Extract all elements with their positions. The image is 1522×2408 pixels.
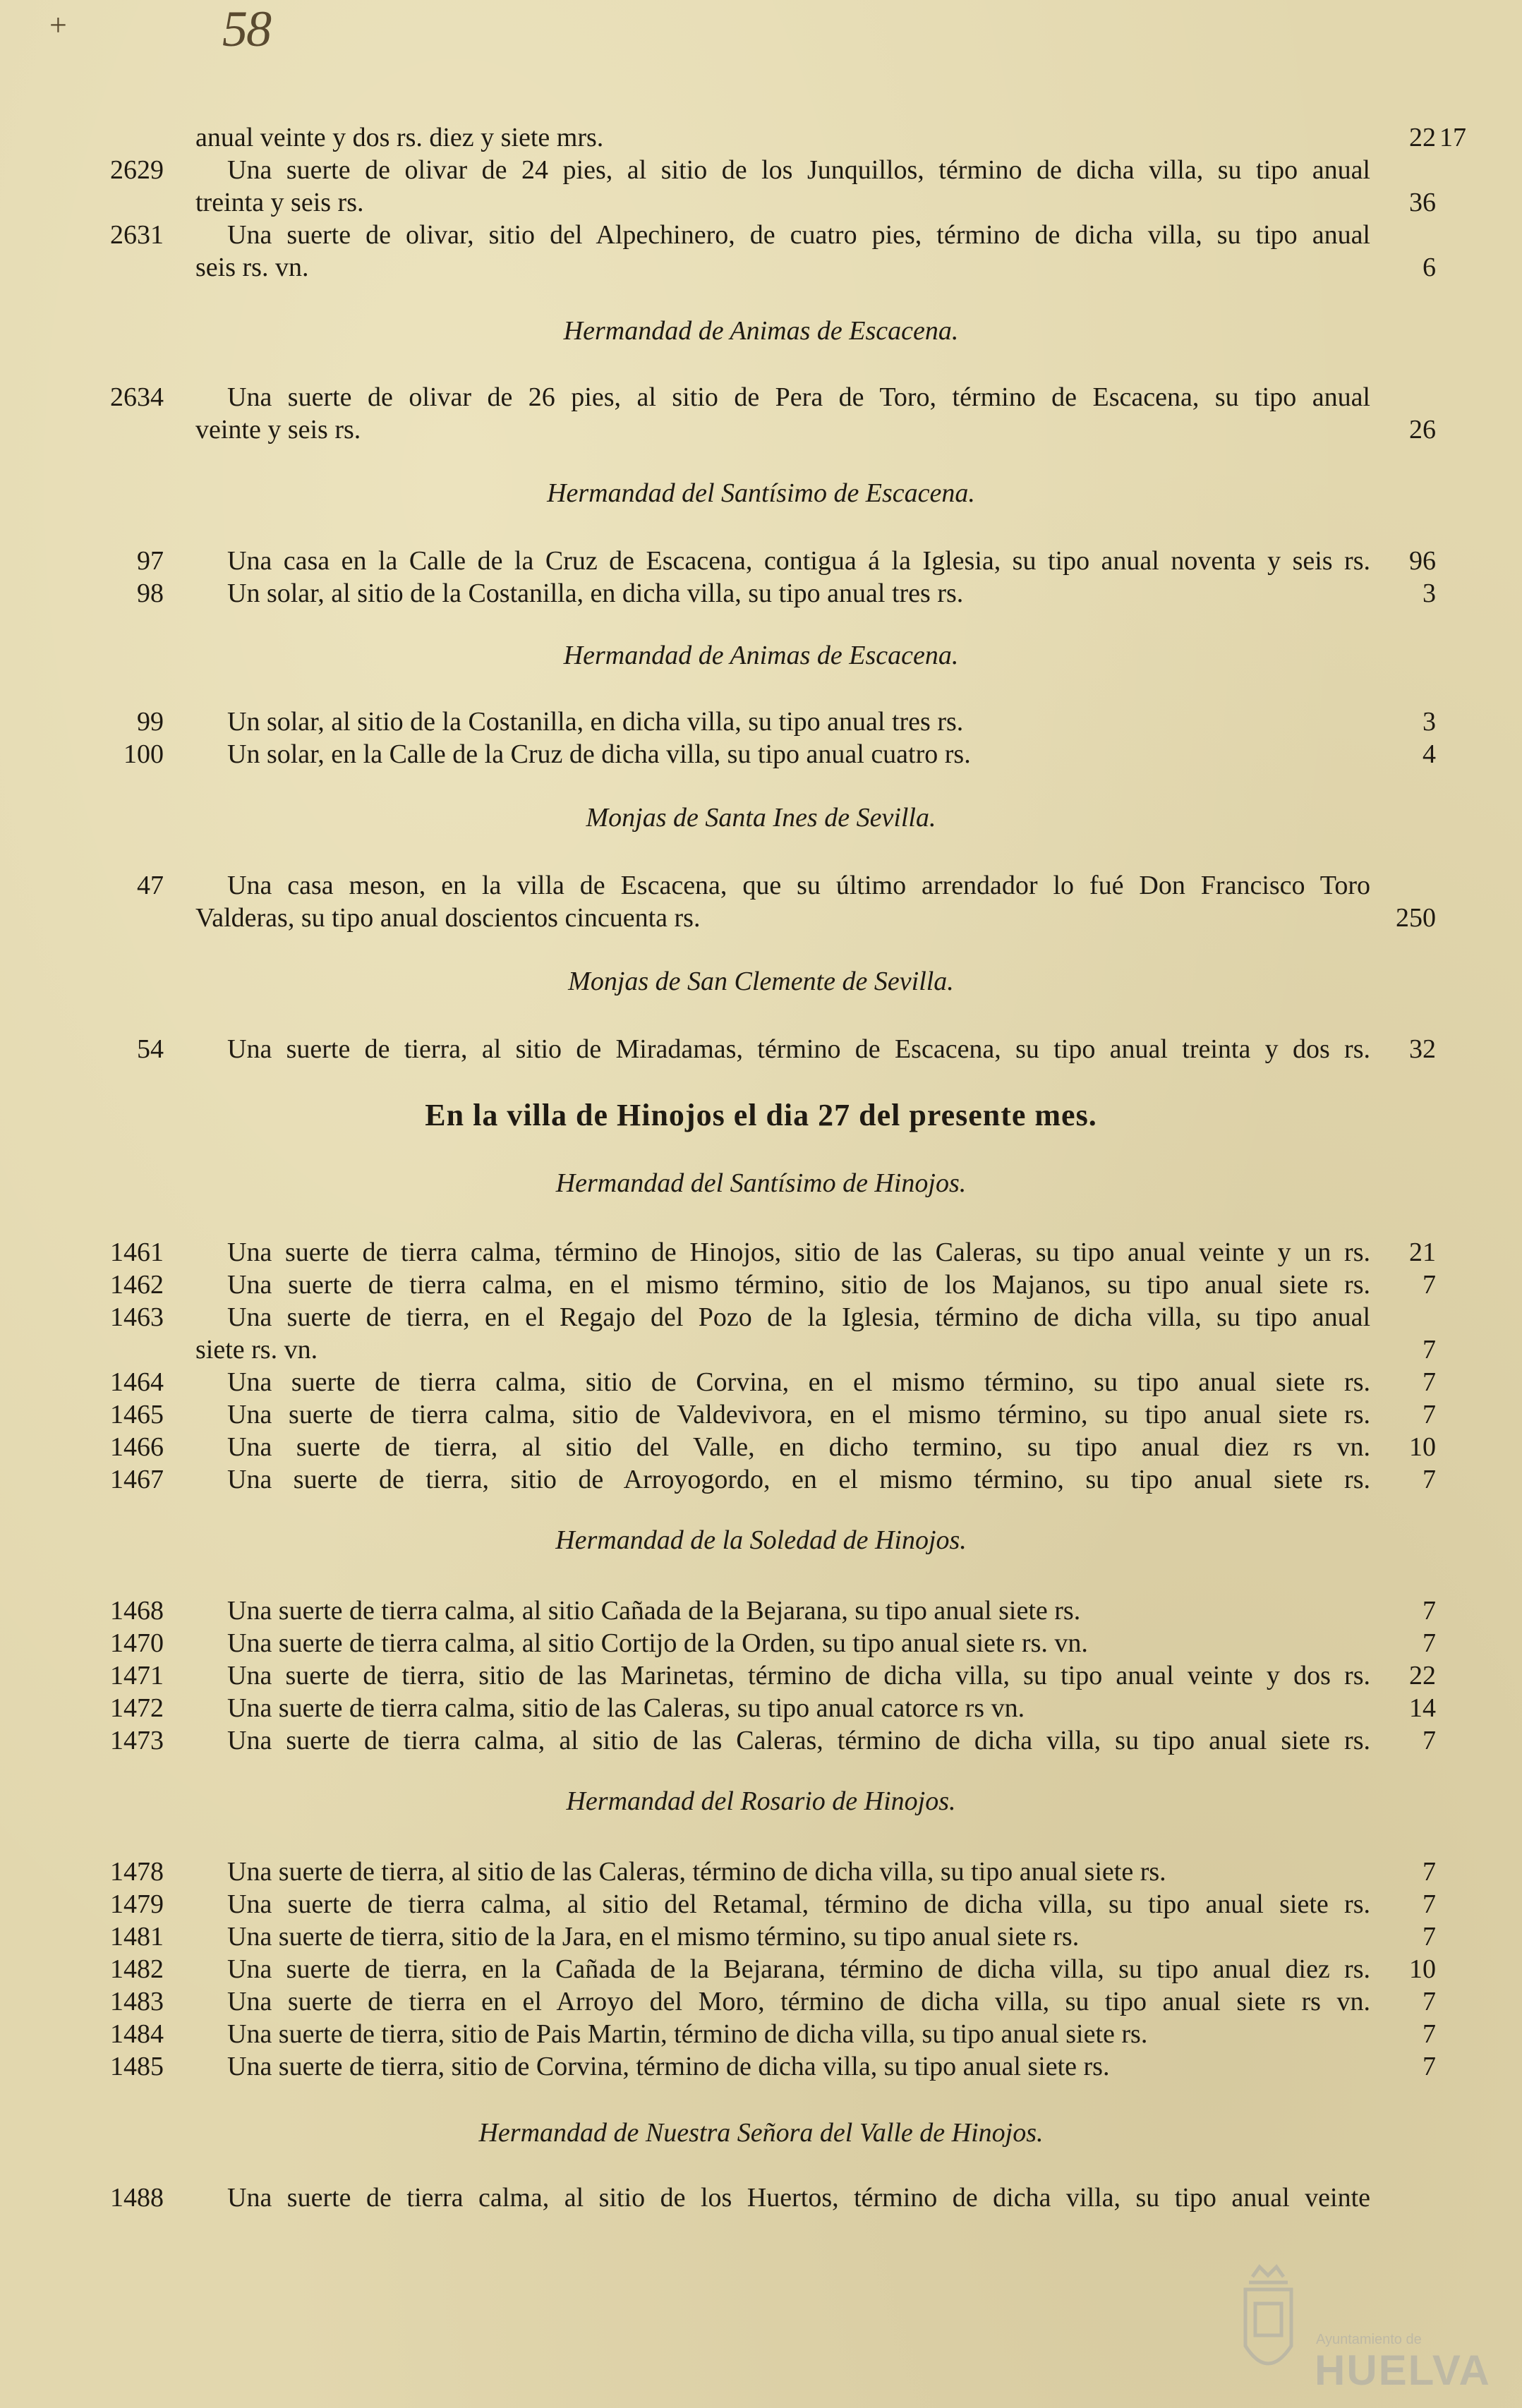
entry-number: 1483 [110, 1987, 164, 2016]
entry-description: Una suerte de tierra, en la Cañada de la Bejarana, término de dicha villa, su tipo anual diez rs. [227, 1954, 1370, 1984]
entry-number: 1468 [110, 1596, 164, 1626]
entry-amount: 7 [1423, 1628, 1436, 1658]
folio-number: 58 [222, 1, 270, 57]
entry-description: treinta y seis rs. [195, 188, 364, 217]
entry-amount: 22 [1409, 123, 1436, 152]
coat-of-arms-icon [1231, 2261, 1305, 2395]
entry-amount: 7 [1423, 1857, 1436, 1887]
entry-description: Una casa en la Calle de la Cruz de Escacena, contigua á la Iglesia, su tipo anual noventa y seis rs. [227, 546, 1370, 576]
entry-number: 1471 [110, 1661, 164, 1690]
entry-number: 2631 [110, 220, 164, 250]
entry-number: 1472 [110, 1693, 164, 1723]
entry-amount: 7 [1423, 1367, 1436, 1397]
entry-amount: 10 [1409, 1432, 1436, 1462]
entry-number: 1482 [110, 1954, 164, 1984]
entry-description: Una suerte de tierra en el Arroyo del Moro, término de dicha villa, su tipo anual siete rs vn. [227, 1987, 1370, 2016]
entry-amount: 3 [1423, 707, 1436, 737]
stamp-small-text: Ayuntamiento de [1316, 2332, 1422, 2347]
entry-amount: 21 [1409, 1238, 1436, 1267]
entry-amount: 96 [1409, 546, 1436, 576]
entry-description: Una suerte de tierra calma, sitio de Valdevivora, en el mismo término, su tipo anual siete rs. [227, 1400, 1370, 1429]
entry-number: 99 [137, 707, 164, 737]
entry-description: Una suerte de tierra, sitio de Pais Martin, término de dicha villa, su tipo anual siete rs. [227, 2019, 1148, 2049]
entry-number: 97 [137, 546, 164, 576]
section-heading: Hermandad de la Soledad de Hinojos. [555, 1525, 967, 1555]
entry-description: Una suerte de tierra, sitio de Corvina, término de dicha villa, su tipo anual siete rs. [227, 2052, 1110, 2081]
entry-number: 100 [123, 739, 164, 769]
entry-description: Una suerte de olivar de 26 pies, al sitio de Pera de Toro, término de Escacena, su tipo anual [227, 382, 1370, 412]
entry-description: Una suerte de tierra calma, término de Hinojos, sitio de las Caleras, su tipo anual veinte y un rs. [227, 1238, 1370, 1267]
entry-description: Una casa meson, en la villa de Escacena, que su último arrendador lo fué Don Francisco Toro [227, 871, 1370, 900]
entry-description: Una suerte de tierra, sitio de la Jara, en el mismo término, su tipo anual siete rs. [227, 1922, 1080, 1952]
section-heading: Hermandad de Animas de Escacena. [563, 316, 959, 346]
entry-number: 1463 [110, 1302, 164, 1332]
entry-amount: 32 [1409, 1034, 1436, 1064]
entry-number: 1470 [110, 1628, 164, 1658]
entry-amount: 7 [1423, 2019, 1436, 2049]
entry-description: Una suerte de tierra calma, al sitio de las Caleras, término de dicha villa, su tipo anual siete rs. [227, 1726, 1370, 1755]
entry-description: siete rs. vn. [195, 1335, 318, 1365]
entry-number: 2634 [110, 382, 164, 412]
entry-description: veinte y seis rs. [195, 415, 361, 444]
entry-amount: 7 [1423, 1335, 1436, 1365]
entry-description: Una suerte de tierra calma, al sitio de los Huertos, término de dicha villa, su tipo anual veinte [227, 2183, 1370, 2213]
entry-amount: 7 [1423, 1726, 1436, 1755]
section-heading: Hermandad de Nuestra Señora del Valle de Hinojos. [478, 2118, 1044, 2148]
entry-number: 1466 [110, 1432, 164, 1462]
entry-number: 1488 [110, 2183, 164, 2213]
entry-description: seis rs. vn. [195, 253, 309, 282]
entry-amount-maravedis: 17 [1439, 123, 1466, 152]
entry-amount: 26 [1409, 415, 1436, 444]
section-heading: Monjas de San Clemente de Sevilla. [568, 967, 954, 996]
entry-amount: 4 [1423, 739, 1436, 769]
corner-mark: + [49, 8, 67, 42]
entry-number: 1479 [110, 1889, 164, 1919]
archive-stamp [1231, 2261, 1491, 2395]
entry-description: Un solar, en la Calle de la Cruz de dicha villa, su tipo anual cuatro rs. [227, 739, 971, 769]
entry-number: 1464 [110, 1367, 164, 1397]
entry-number: 1485 [110, 2052, 164, 2081]
entry-amount: 7 [1423, 1889, 1436, 1919]
entry-description: Una suerte de tierra calma, al sitio Cañada de la Bejarana, su tipo anual siete rs. [227, 1596, 1081, 1626]
stamp-big-text: HUELVA [1315, 2347, 1491, 2394]
town-heading: En la villa de Hinojos el dia 27 del presente mes. [425, 1098, 1097, 1132]
entry-description: Una suerte de tierra, al sitio de las Caleras, término de dicha villa, su tipo anual siete rs. [227, 1857, 1166, 1887]
entry-number: 1481 [110, 1922, 164, 1952]
entry-number: 47 [137, 871, 164, 900]
entry-amount: 250 [1396, 903, 1436, 933]
entry-amount: 7 [1423, 1922, 1436, 1952]
entry-description: Valderas, su tipo anual doscientos cincuenta rs. [195, 903, 701, 933]
entry-description: Una suerte de tierra, al sitio de Miradamas, término de Escacena, su tipo anual treinta y dos rs. [227, 1034, 1370, 1064]
section-heading: Hermandad del Rosario de Hinojos. [566, 1786, 956, 1816]
entry-amount: 36 [1409, 188, 1436, 217]
entry-number: 54 [137, 1034, 164, 1064]
entry-number: 1462 [110, 1270, 164, 1300]
entry-amount: 7 [1423, 1465, 1436, 1494]
entry-amount: 10 [1409, 1954, 1436, 1984]
entry-description: Un solar, al sitio de la Costanilla, en dicha villa, su tipo anual tres rs. [227, 707, 964, 737]
entry-description: Una suerte de olivar, sitio del Alpechinero, de cuatro pies, término de dicha villa, su tipo anual [227, 220, 1370, 250]
entry-number: 1473 [110, 1726, 164, 1755]
entry-number: 1484 [110, 2019, 164, 2049]
entry-number: 1465 [110, 1400, 164, 1429]
entry-description: Una suerte de tierra, en el Regajo del Pozo de la Iglesia, término de dicha villa, su tipo anual [227, 1302, 1370, 1332]
entry-number: 98 [137, 579, 164, 608]
entry-description: Un solar, al sitio de la Costanilla, en dicha villa, su tipo anual tres rs. [227, 579, 964, 608]
entry-description: Una suerte de tierra calma, sitio de Corvina, en el mismo término, su tipo anual siete rs. [227, 1367, 1370, 1397]
entry-amount: 7 [1423, 1596, 1436, 1626]
section-heading: Hermandad del Santísimo de Escacena. [547, 478, 975, 508]
entry-description: Una suerte de tierra calma, al sitio del Retamal, término de dicha villa, su tipo anual siete rs. [227, 1889, 1370, 1919]
entry-amount: 3 [1423, 579, 1436, 608]
entry-amount: 7 [1423, 1987, 1436, 2016]
entry-description: Una suerte de tierra calma, al sitio Cortijo de la Orden, su tipo anual siete rs. vn. [227, 1628, 1088, 1658]
section-heading: Hermandad del Santísimo de Hinojos. [555, 1168, 967, 1198]
entry-number: 2629 [110, 155, 164, 185]
entry-description: Una suerte de tierra, sitio de Arroyogordo, en el mismo término, su tipo anual siete rs. [227, 1465, 1370, 1494]
entry-description: Una suerte de olivar de 24 pies, al sitio de los Junquillos, término de dicha villa, su tipo anual [227, 155, 1370, 185]
entry-number: 1461 [110, 1238, 164, 1267]
entry-amount: 22 [1409, 1661, 1436, 1690]
entry-description: Una suerte de tierra calma, sitio de las Caleras, su tipo anual catorce rs vn. [227, 1693, 1025, 1723]
entry-amount: 7 [1423, 1270, 1436, 1300]
section-heading: Monjas de Santa Ines de Sevilla. [586, 803, 936, 833]
entry-description: Una suerte de tierra calma, en el mismo término, sitio de los Majanos, su tipo anual siete rs. [227, 1270, 1370, 1300]
entry-amount: 7 [1423, 2052, 1436, 2081]
entry-number: 1467 [110, 1465, 164, 1494]
entry-amount: 14 [1409, 1693, 1436, 1723]
entry-description: anual veinte y dos rs. diez y siete mrs. [195, 123, 604, 152]
entry-number: 1478 [110, 1857, 164, 1887]
entry-description: Una suerte de tierra, al sitio del Valle, en dicho termino, su tipo anual diez rs vn. [227, 1432, 1370, 1462]
entry-amount: 7 [1423, 1400, 1436, 1429]
section-heading: Hermandad de Animas de Escacena. [563, 641, 959, 670]
entry-amount: 6 [1423, 253, 1436, 282]
entry-description: Una suerte de tierra, sitio de las Marinetas, término de dicha villa, su tipo anual veinte y dos rs. [227, 1661, 1370, 1690]
